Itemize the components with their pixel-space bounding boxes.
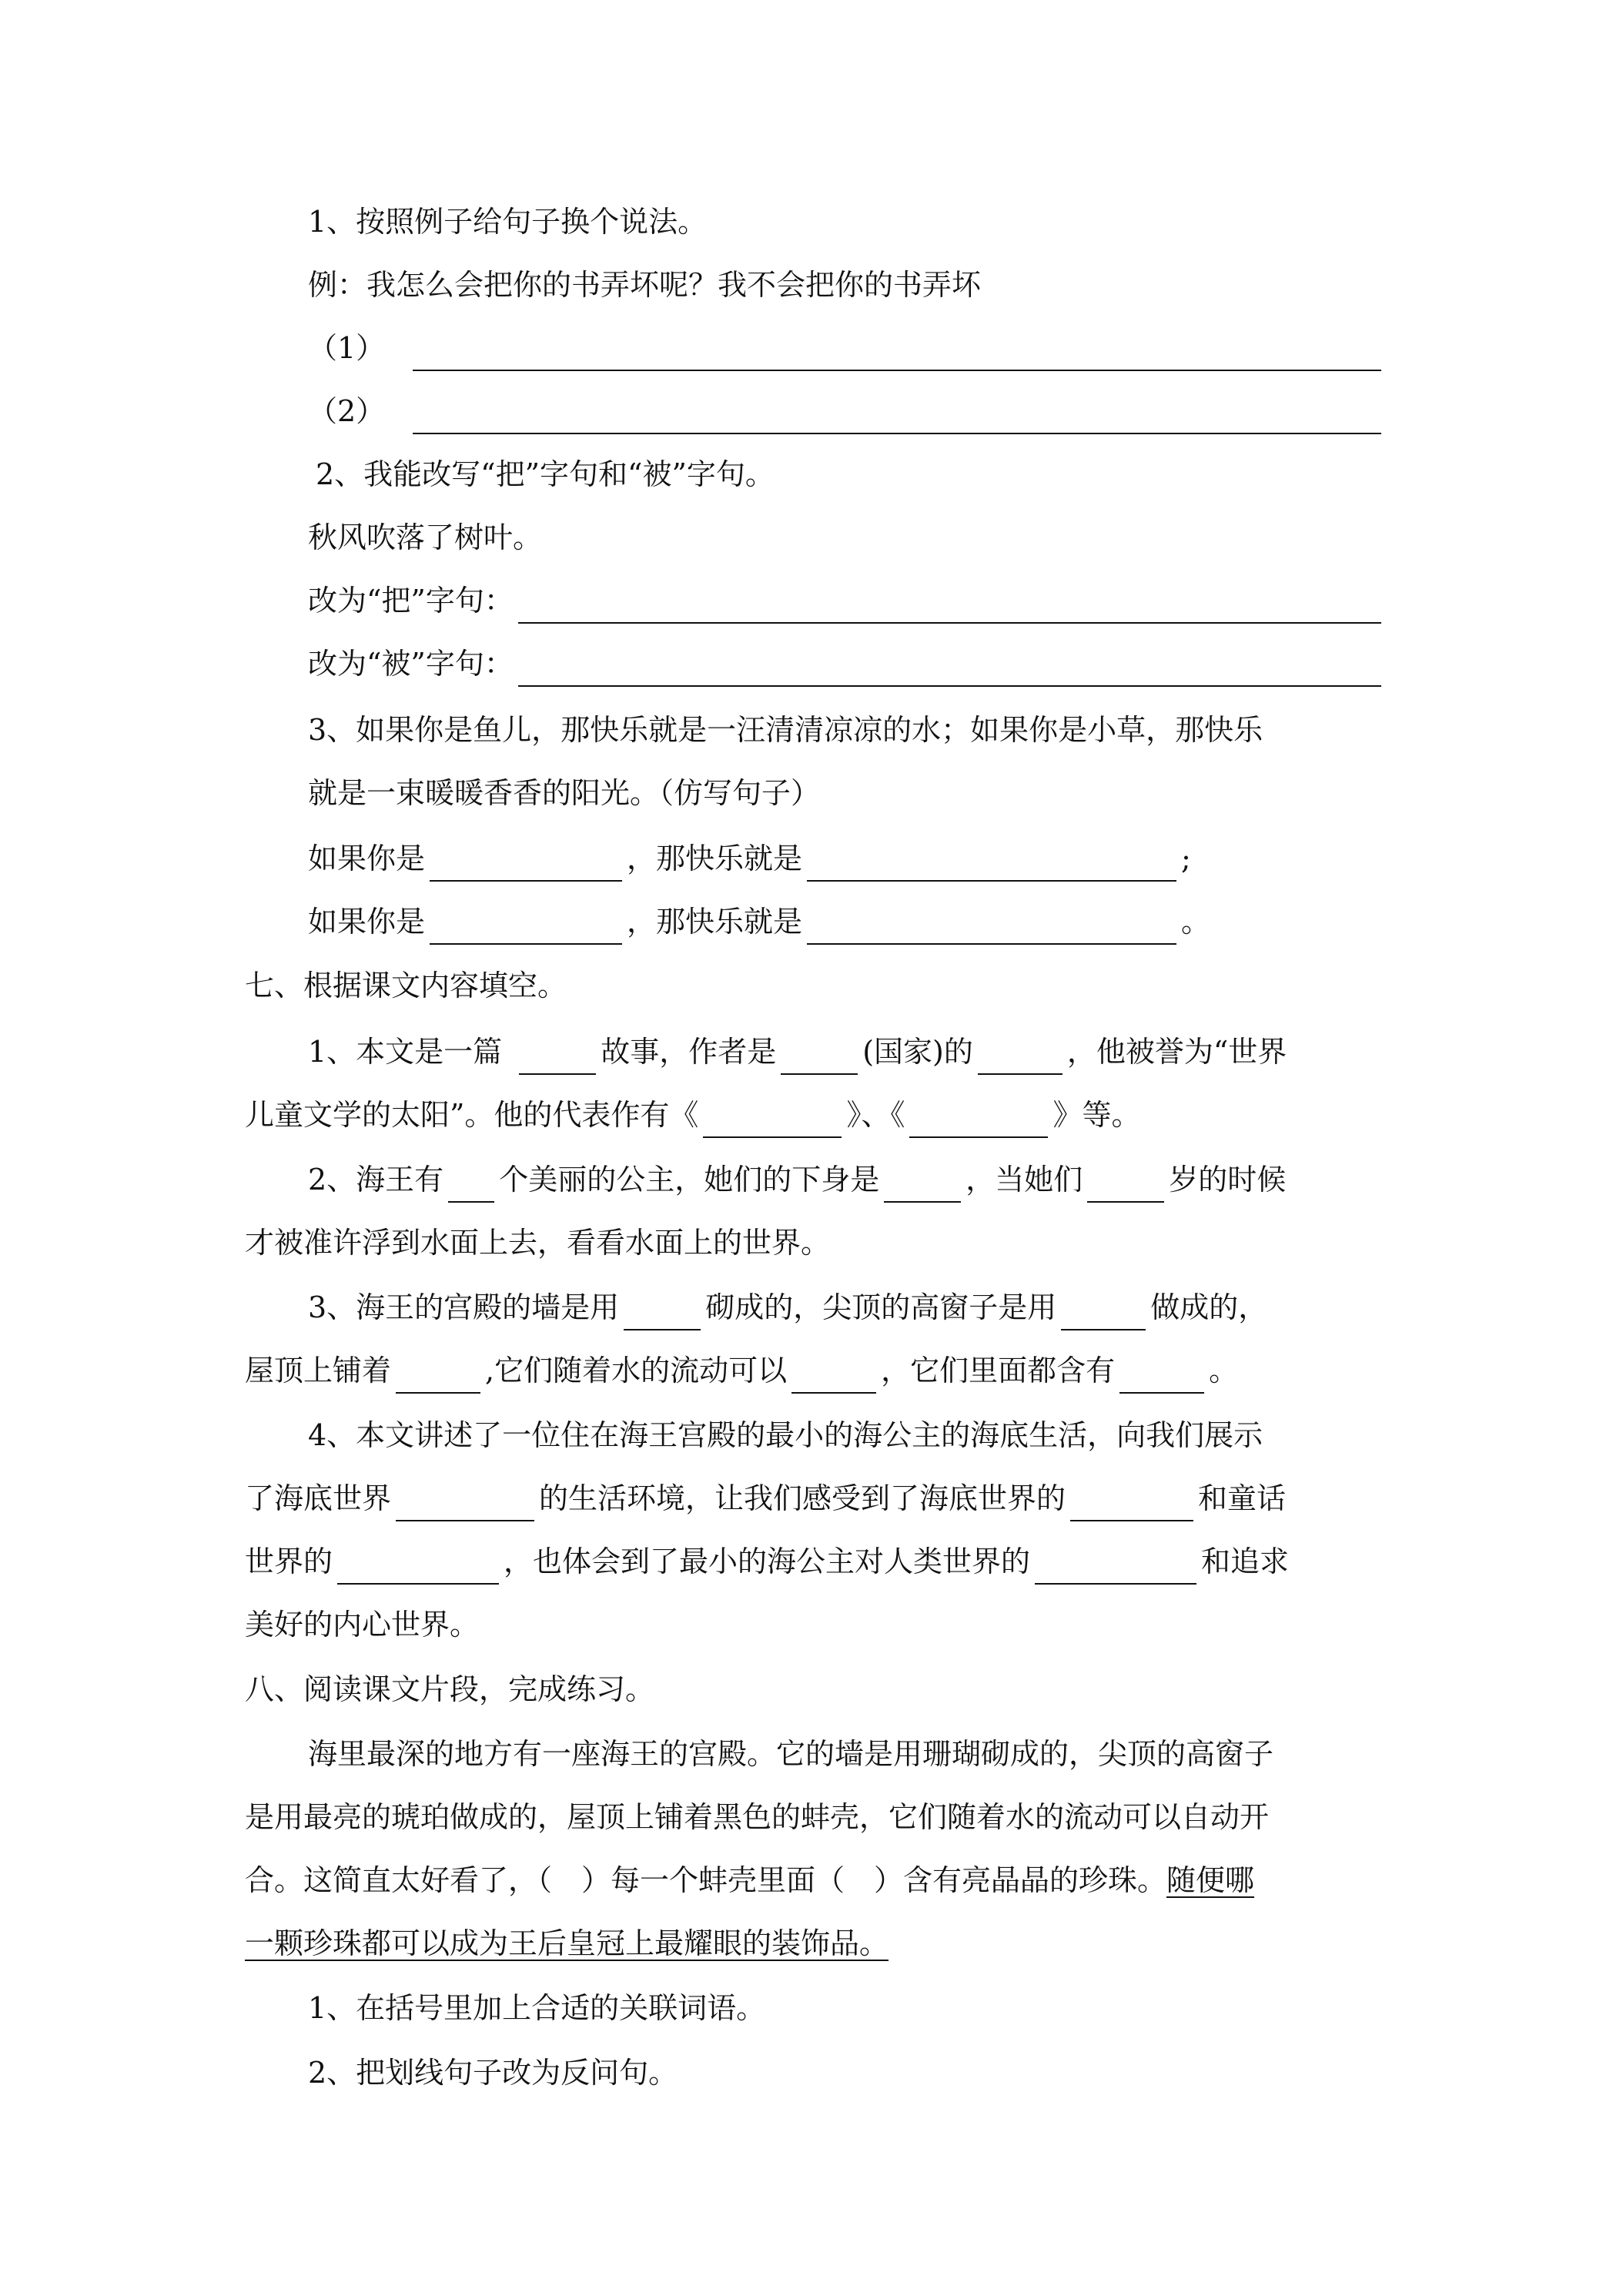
answer-line-1: （1） <box>308 325 1386 371</box>
blank-work-1[interactable] <box>703 1104 842 1138</box>
s7-item-3-line-2: 屋顶上铺着 ,它们随着水的流动可以 ，它们里面都含有 。 <box>245 1347 1238 1394</box>
s7-item-2-line-1: 2、海王有 个美丽的公主，她们的下身是 ，当她们 岁的时候 <box>308 1156 1286 1203</box>
question-1: 1、按照例子给句子换个说法。 <box>308 205 708 239</box>
blank-feeling[interactable] <box>1070 1488 1193 1521</box>
section-8-heading: 八、阅读课文片段，完成练习。 <box>245 1672 655 1706</box>
blank-fairy-world[interactable] <box>337 1551 499 1585</box>
blank-wall-material[interactable] <box>624 1297 701 1330</box>
task-1: 1、在括号里加上合适的关联词语。 <box>308 1991 766 2025</box>
s7-item-1-line-2: 儿童文学的太阳”。他的代表作有《 》、《 》等。 <box>245 1092 1140 1138</box>
s7-item-1-line-1: 1、本文是一篇 故事，作者是 (国家)的 ，他被誉为“世界 <box>308 1029 1287 1075</box>
blank-contains[interactable] <box>1119 1360 1204 1394</box>
blank-if-1[interactable] <box>430 848 622 882</box>
blank-if-2[interactable] <box>430 911 622 945</box>
passage-line-2: 是用最亮的琥珀做成的，屋顶上铺着黑色的蚌壳，它们随着水的流动可以自动开 <box>245 1800 1270 1834</box>
blank-window-material[interactable] <box>1061 1297 1146 1330</box>
s7-item-2-line-2: 才被准许浮到水面上去，看看水面上的世界。 <box>245 1226 831 1260</box>
source-sentence: 秋风吹落了树叶。 <box>308 520 543 554</box>
ba-blank[interactable] <box>518 590 1381 624</box>
blank-age[interactable] <box>1087 1169 1164 1203</box>
blank-lower-body[interactable] <box>884 1169 961 1203</box>
underlined-sentence-start: 随便哪 <box>1166 1863 1255 1897</box>
blank-1[interactable] <box>413 337 1381 371</box>
section-7-heading: 七、根据课文内容填空。 <box>245 969 567 1002</box>
blank-then-1[interactable] <box>807 848 1176 882</box>
s7-item-4-line-4: 美好的内心世界。 <box>245 1608 480 1642</box>
blank-action[interactable] <box>791 1360 876 1394</box>
answer-line-2: （2） <box>308 388 1386 434</box>
task-2: 2、把划线句子改为反问句。 <box>308 2056 678 2090</box>
bei-sentence-line: 改为“被”字句： <box>308 641 1386 687</box>
s7-item-4-line-2: 了海底世界 的生活环境，让我们感受到了海底世界的 和童话 <box>245 1475 1286 1521</box>
blank-environment[interactable] <box>396 1488 534 1521</box>
blank-country[interactable] <box>978 1041 1062 1075</box>
question-3-line-2: 就是一束暖暖香香的阳光。（仿写句子） <box>308 776 821 810</box>
blank-princess-count[interactable] <box>448 1169 494 1203</box>
imitation-line-2: 如果你是 ，那快乐就是 。 <box>308 899 1210 945</box>
imitation-line-1: 如果你是 ，那快乐就是 ; <box>308 835 1191 882</box>
s7-item-4-line-3: 世界的 ，也体会到了最小的海公主对人类世界的 和追求 <box>245 1538 1289 1585</box>
blank-story-type[interactable] <box>519 1041 596 1075</box>
ba-sentence-line: 改为“把”字句： <box>308 577 1386 624</box>
blank-then-2[interactable] <box>807 911 1176 945</box>
passage-line-3: 合。这简直太好看了，（ ）每一个蚌壳里面（ ）含有亮晶晶的珍珠。 随便哪 <box>245 1857 1254 1903</box>
blank-work-2[interactable] <box>909 1104 1048 1138</box>
example-sentence: 例：我怎么会把你的书弄坏呢？我不会把你的书弄坏 <box>308 268 982 302</box>
s7-item-4-line-1: 4、本文讲述了一位住在海王宫殿的最小的海公主的海底生活，向我们展示 <box>308 1418 1263 1452</box>
blank-author[interactable] <box>781 1041 858 1075</box>
blank-longing[interactable] <box>1035 1551 1196 1585</box>
blank-roof[interactable] <box>396 1360 480 1394</box>
question-2: 2、我能改写“把”字句和“被”字句。 <box>316 457 775 491</box>
question-3-line-1: 3、如果你是鱼儿，那快乐就是一汪清清凉凉的水；如果你是小草，那快乐 <box>308 713 1263 747</box>
underlined-sentence-end: 一颗珍珠都可以成为王后皇冠上最耀眼的装饰品。 <box>245 1926 889 1960</box>
blank-2[interactable] <box>413 400 1381 434</box>
s7-item-3-line-1: 3、海王的宫殿的墙是用 砌成的，尖顶的高窗子是用 做成的， <box>308 1284 1267 1330</box>
bei-blank[interactable] <box>518 653 1381 687</box>
passage-line-4 <box>245 1920 888 1966</box>
passage-line-1: 海里最深的地方有一座海王的宫殿。它的墙是用珊瑚砌成的，尖顶的高窗子 <box>308 1737 1274 1771</box>
